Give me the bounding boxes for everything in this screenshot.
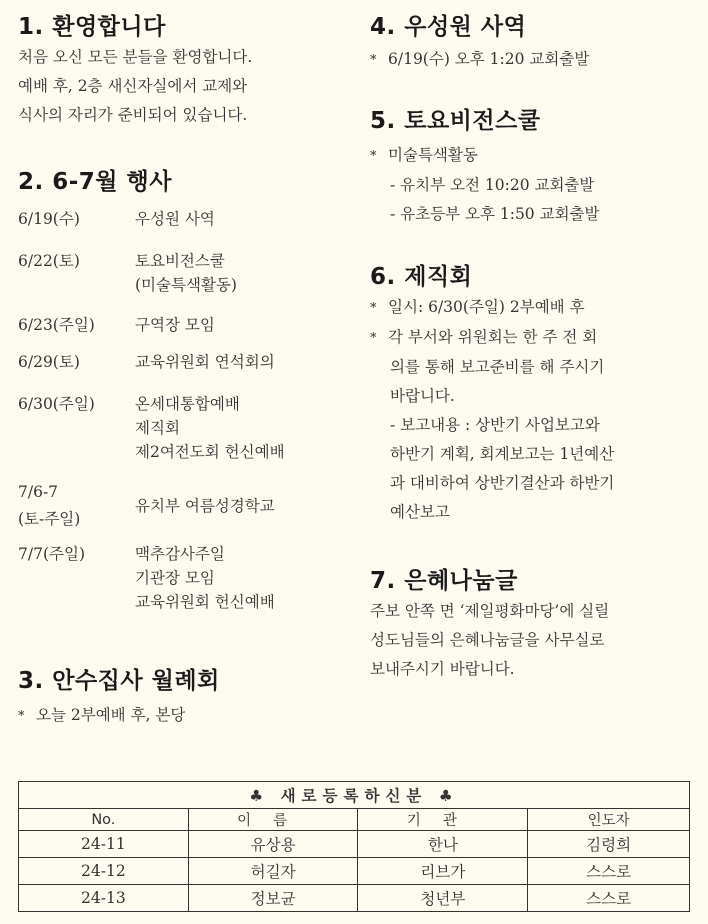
event-title: (미술특색활동) xyxy=(135,276,237,294)
table-header-row xyxy=(19,809,690,831)
event-date: 6/22(토) xyxy=(18,252,80,270)
cell-guide: 스스로 xyxy=(528,885,690,912)
grace-line: 보내주시기 바랍니다. xyxy=(370,660,515,678)
cell-name: 허길자 xyxy=(188,858,358,885)
welcome-line: 예배 후, 2층 새신자실에서 교제와 xyxy=(18,77,248,95)
bullet-star-icon: * xyxy=(370,149,377,164)
event-title: 맥추감사주일 xyxy=(135,545,225,563)
table-title-row xyxy=(19,782,690,809)
section-5-body xyxy=(370,141,599,229)
event-date: 7/6-7 xyxy=(18,483,59,501)
column-header-org: 기관 xyxy=(358,809,528,831)
section-4-bullet xyxy=(370,45,589,75)
section-6-title: 6. 제직회 xyxy=(370,264,473,290)
event-title: 제2여전도회 헌신예배 xyxy=(135,443,285,461)
cell-name: 유상용 xyxy=(188,831,358,858)
section-2-title: 2. 6-7월 행사 xyxy=(18,169,172,195)
event-title: 우성원 사역 xyxy=(135,210,215,228)
table-title: ♣ 새로등록하신분 ♣ xyxy=(19,782,690,809)
bullet-text: 미술특색활동 xyxy=(388,146,478,164)
event-title: 유치부 여름성경학교 xyxy=(135,497,275,515)
event-title: 교육위원회 헌신예배 xyxy=(135,593,275,611)
event-date: (토-주일) xyxy=(18,510,81,528)
sub-item: - 유치부 오전 10:20 교회출발 xyxy=(390,176,595,194)
section-3-bullet xyxy=(18,701,185,731)
cell-guide: 스스로 xyxy=(528,858,690,885)
welcome-line: 식사의 자리가 준비되어 있습니다. xyxy=(18,106,248,124)
bullet-star-icon: * xyxy=(370,331,377,346)
cell-org: 한나 xyxy=(358,831,528,858)
table-row xyxy=(19,858,690,885)
event-title: 제직회 xyxy=(135,419,180,437)
cell-no: 24-11 xyxy=(19,831,189,858)
table-row xyxy=(19,831,690,858)
event-title: 토요비전스쿨 xyxy=(135,252,225,270)
column-header-name: 이름 xyxy=(188,809,358,831)
column-header-no: No. xyxy=(19,809,189,831)
bullet-text: 일시: 6/30(주일) 2부예배 후 xyxy=(388,298,585,316)
section-4-title: 4. 우성원 사역 xyxy=(370,14,527,40)
cell-name: 정보균 xyxy=(188,885,358,912)
section-7-title: 7. 은혜나눔글 xyxy=(370,568,518,594)
report-detail: 과 대비하여 상반기결산과 하반기 xyxy=(390,474,615,492)
bullet-text: 의를 통해 보고준비를 해 주시기 xyxy=(390,358,605,376)
bullet-text: 각 부서와 위원회는 한 주 전 회 xyxy=(388,328,598,346)
section-1-body xyxy=(18,43,252,130)
section-6-body xyxy=(370,293,614,527)
section-3-title: 3. 안수집사 월례회 xyxy=(18,668,220,694)
cell-org: 리브가 xyxy=(358,858,528,885)
event-date: 6/29(토) xyxy=(18,353,80,371)
event-date: 7/7(주일) xyxy=(18,545,85,563)
event-date: 6/23(주일) xyxy=(18,316,95,334)
section-7-body xyxy=(370,597,609,684)
section-1-title: 1. 환영합니다 xyxy=(18,14,166,40)
bullet-text: 6/19(수) 오후 1:20 교회출발 xyxy=(388,50,590,68)
column-header-guide: 인도자 xyxy=(528,809,690,831)
bullet-text: 오늘 2부예배 후, 본당 xyxy=(36,706,186,724)
welcome-line: 처음 오신 모든 분들을 환영합니다. xyxy=(18,48,253,66)
report-detail: - 보고내용 : 상반기 사업보고와 xyxy=(390,416,600,434)
event-title: 구역장 모임 xyxy=(135,316,215,334)
event-title: 온세대통합예배 xyxy=(135,395,240,413)
cell-org: 청년부 xyxy=(358,885,528,912)
event-title: 기관장 모임 xyxy=(135,569,215,587)
cell-guide: 김령희 xyxy=(528,831,690,858)
sub-item: - 유초등부 오후 1:50 교회출발 xyxy=(390,205,600,223)
table-row xyxy=(19,885,690,912)
report-detail: 하반기 계획, 회계보고는 1년예산 xyxy=(390,445,615,463)
event-title: 교육위원회 연석회의 xyxy=(135,353,275,371)
bullet-star-icon: * xyxy=(370,301,377,316)
cell-no: 24-12 xyxy=(19,858,189,885)
new-members-table xyxy=(18,781,690,912)
bullet-star-icon: * xyxy=(370,53,377,68)
bullet-text: 바랍니다. xyxy=(390,387,455,405)
report-detail: 예산보고 xyxy=(390,503,450,521)
grace-line: 성도님들의 은혜나눔글을 사무실로 xyxy=(370,631,605,649)
cell-no: 24-13 xyxy=(19,885,189,912)
event-date: 6/19(수) xyxy=(18,210,80,228)
bullet-star-icon: * xyxy=(18,709,25,724)
section-5-title: 5. 토요비전스쿨 xyxy=(370,108,541,134)
event-date: 6/30(주일) xyxy=(18,395,95,413)
grace-line: 주보 안쪽 면 ‘제일평화마당’에 실릴 xyxy=(370,602,610,620)
